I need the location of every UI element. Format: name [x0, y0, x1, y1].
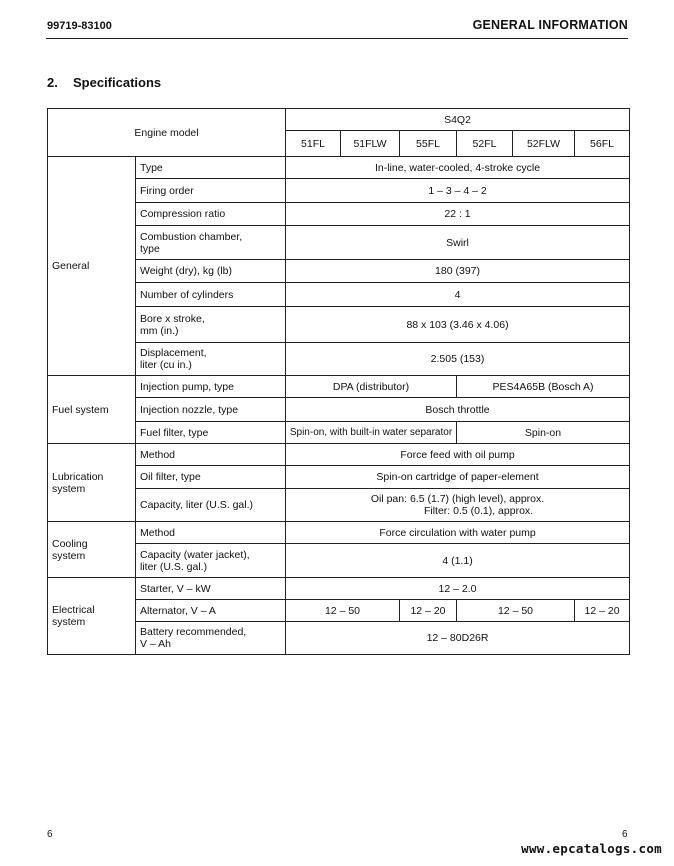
- cooling-method-value: Force circulation with water pump: [286, 522, 630, 544]
- cooling-group-line-2: system: [52, 549, 86, 562]
- bore-stroke-value: 88 x 103 (3.46 x 4.06): [286, 307, 630, 343]
- lubrication-method-label: Method: [136, 444, 286, 466]
- displacement-label: [136, 343, 286, 376]
- table-header-row: [48, 109, 630, 131]
- model-56fl: 56FL: [575, 131, 630, 157]
- lubrication-group-line-1: Lubrication: [52, 470, 104, 483]
- lubrication-group-line-2: system: [52, 482, 86, 495]
- alternator-value-55fl: 12 – 20: [400, 600, 457, 622]
- section-title: [47, 75, 161, 90]
- cooling-group-line-1: Cooling: [52, 537, 88, 550]
- model-51flw: 51FLW: [341, 131, 400, 157]
- displacement-label-line-1: Displacement,: [140, 347, 207, 359]
- battery-label-line-1: Battery recommended,: [140, 626, 247, 638]
- header-rule: [46, 38, 628, 39]
- table-row: [48, 522, 630, 544]
- compression-ratio-label: Compression ratio: [136, 203, 286, 226]
- page-number-right: 6: [622, 829, 628, 840]
- engine-family: S4Q2: [286, 109, 630, 131]
- cylinders-label: Number of cylinders: [136, 283, 286, 307]
- table-row: [48, 622, 630, 655]
- table-row: [48, 600, 630, 622]
- injection-pump-label: Injection pump, type: [136, 376, 286, 398]
- model-51fl: 51FL: [286, 131, 341, 157]
- battery-label-line-2: V – Ah: [140, 638, 171, 650]
- oil-capacity-label: Capacity, liter (U.S. gal.): [136, 489, 286, 522]
- table-row: [48, 466, 630, 489]
- combustion-chamber-label: [136, 226, 286, 260]
- table-row: [48, 260, 630, 283]
- model-52flw: 52FLW: [513, 131, 575, 157]
- firing-order-label: Firing order: [136, 179, 286, 203]
- alternator-value-51fl-51flw: 12 – 50: [286, 600, 400, 622]
- bore-label-line-1: Bore x stroke,: [140, 312, 205, 325]
- alternator-value-56fl: 12 – 20: [575, 600, 630, 622]
- combustion-label-line-1: Combustion chamber,: [140, 230, 243, 243]
- oil-capacity-value: [286, 489, 630, 522]
- combustion-label-line-2: type: [140, 242, 160, 255]
- cooling-method-label: Method: [136, 522, 286, 544]
- table-row: [48, 422, 630, 444]
- bore-stroke-label: [136, 307, 286, 343]
- group-general: General: [48, 157, 136, 376]
- table-row: [48, 343, 630, 376]
- firing-order-value: 1 – 3 – 4 – 2: [286, 179, 630, 203]
- table-row: [48, 444, 630, 466]
- water-capacity-label-line-2: liter (U.S. gal.): [140, 560, 208, 573]
- lubrication-method-value: Force feed with oil pump: [286, 444, 630, 466]
- document-number: 99719-83100: [47, 20, 112, 32]
- fuel-filter-label: Fuel filter, type: [136, 422, 286, 444]
- type-value: In-line, water-cooled, 4-stroke cycle: [286, 157, 630, 179]
- model-52fl: 52FL: [457, 131, 513, 157]
- group-fuel-system: Fuel system: [48, 376, 136, 444]
- type-label: Type: [136, 157, 286, 179]
- table-row: [48, 283, 630, 307]
- alternator-label: Alternator, V – A: [136, 600, 286, 622]
- oil-capacity-line-1: Oil pan: 6.5 (1.7) (high level), approx.: [370, 493, 545, 505]
- table-row: [48, 179, 630, 203]
- injection-nozzle-value: Bosch throttle: [286, 398, 630, 422]
- water-capacity-value: 4 (1.1): [286, 544, 630, 578]
- engine-model-label: Engine model: [48, 109, 286, 157]
- header-title: GENERAL INFORMATION: [472, 18, 628, 32]
- fuel-filter-value-b: Spin-on: [457, 422, 630, 444]
- injection-nozzle-label: Injection nozzle, type: [136, 398, 286, 422]
- oil-filter-value: Spin-on cartridge of paper-element: [286, 466, 630, 489]
- water-capacity-label: [136, 544, 286, 578]
- page-number-left: 6: [47, 829, 53, 840]
- starter-value: 12 – 2.0: [286, 578, 630, 600]
- table-row: [48, 226, 630, 260]
- table-row: [48, 578, 630, 600]
- specifications-table: [47, 108, 630, 655]
- water-capacity-label-line-1: Capacity (water jacket),: [140, 548, 250, 561]
- weight-value: 180 (397): [286, 260, 630, 283]
- electrical-group-line-1: Electrical: [52, 604, 95, 616]
- oil-filter-label: Oil filter, type: [136, 466, 286, 489]
- injection-pump-value-a: DPA (distributor): [286, 376, 457, 398]
- group-cooling: [48, 522, 136, 578]
- battery-label: [136, 622, 286, 655]
- starter-label: Starter, V – kW: [136, 578, 286, 600]
- battery-value: 12 – 80D26R: [286, 622, 630, 655]
- combustion-chamber-value: Swirl: [286, 226, 630, 260]
- alternator-value-52fl-52flw: 12 – 50: [457, 600, 575, 622]
- displacement-value: 2.505 (153): [286, 343, 630, 376]
- weight-label: Weight (dry), kg (lb): [136, 260, 286, 283]
- injection-pump-value-b: PES4A65B (Bosch A): [457, 376, 630, 398]
- watermark: www.epcatalogs.com: [521, 841, 662, 856]
- model-55fl: 55FL: [400, 131, 457, 157]
- table-row: [48, 376, 630, 398]
- group-lubrication: [48, 444, 136, 522]
- table-row: [48, 157, 630, 179]
- section-title-text: Specifications: [73, 75, 162, 90]
- bore-label-line-2: mm (in.): [140, 324, 179, 337]
- section-number: 2.: [47, 75, 58, 90]
- table-row: [48, 489, 630, 522]
- displacement-label-line-2: liter (cu in.): [140, 359, 192, 371]
- compression-ratio-value: 22 : 1: [286, 203, 630, 226]
- table-row: [48, 544, 630, 578]
- oil-capacity-line-2: Filter: 0.5 (0.1), approx.: [423, 505, 534, 517]
- table-row: [48, 203, 630, 226]
- cylinders-value: 4: [286, 283, 630, 307]
- table-row: [48, 398, 630, 422]
- table-row: [48, 307, 630, 343]
- fuel-filter-value-a: Spin-on, with built-in water separator: [286, 422, 457, 444]
- group-electrical: [48, 578, 136, 655]
- electrical-group-line-2: system: [52, 616, 86, 628]
